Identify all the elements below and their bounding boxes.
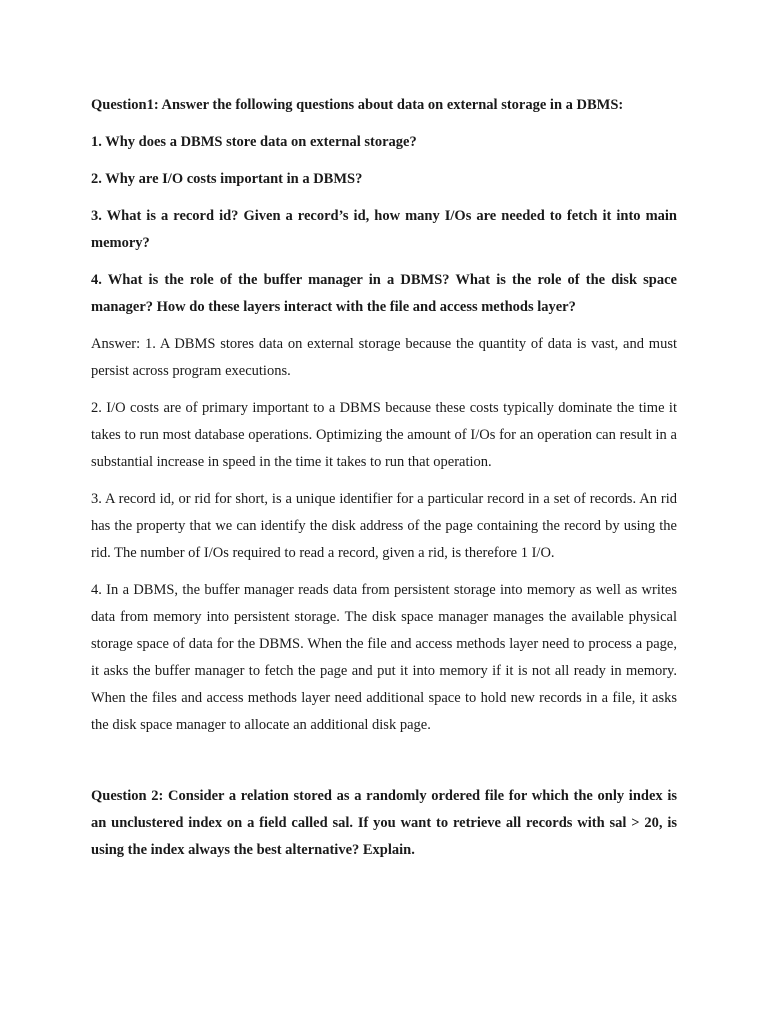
- answer-2: 2. I/O costs are of primary important to a DBMS because these costs typically dominate the time it takes to run most database operations. Optimizing the amount of I/Os for an operation can result in a substantial increase in speed in the time it takes to run that operation.: [91, 400, 677, 470]
- question1-item-3: 3. What is a record id? Given a record’s id, how many I/Os are needed to fetch it into main memory?: [91, 208, 677, 251]
- question1-item-1: 1. Why does a DBMS store data on external storage?: [91, 134, 417, 150]
- answer-4: 4. In a DBMS, the buffer manager reads data from persistent storage into memory as well as writes data from memory into persistent storage. The disk space manager manages the available physical storage space of data for the DBMS. When the file and access methods layer need to process a page, it asks the buffer manager to fetch the page and put it into memory if it is not all ready in memory. When the files and access methods layer need additional space to hold new records in a file, it asks the disk space manager to allocate an additional disk page.: [91, 582, 677, 733]
- question1-item-4: 4. What is the role of the buffer manager in a DBMS? What is the role of the disk space manager? How do these layers interact with the file and access methods layer?: [91, 272, 677, 315]
- question1-heading: Question1: Answer the following questions about data on external storage in a DBMS:: [91, 97, 624, 113]
- question1-item-2: 2. Why are I/O costs important in a DBMS?: [91, 171, 363, 187]
- question2-text: Question 2: Consider a relation stored as a randomly ordered file for which the only index is an unclustered index on a field called sal. If you want to retrieve all records with sal > 20, is using the index always the best alternative? Explain.: [91, 788, 677, 858]
- answer-1: Answer: 1. A DBMS stores data on external storage because the quantity of data is vast, and must persist across program executions.: [91, 336, 677, 379]
- answer-3: 3. A record id, or rid for short, is a unique identifier for a particular record in a set of records. An rid has the property that we can identify the disk address of the page containing the record by using the rid. The number of I/Os required to read a record, given a rid, is therefore 1 I/O.: [91, 491, 677, 561]
- document-page: [91, 92, 677, 864]
